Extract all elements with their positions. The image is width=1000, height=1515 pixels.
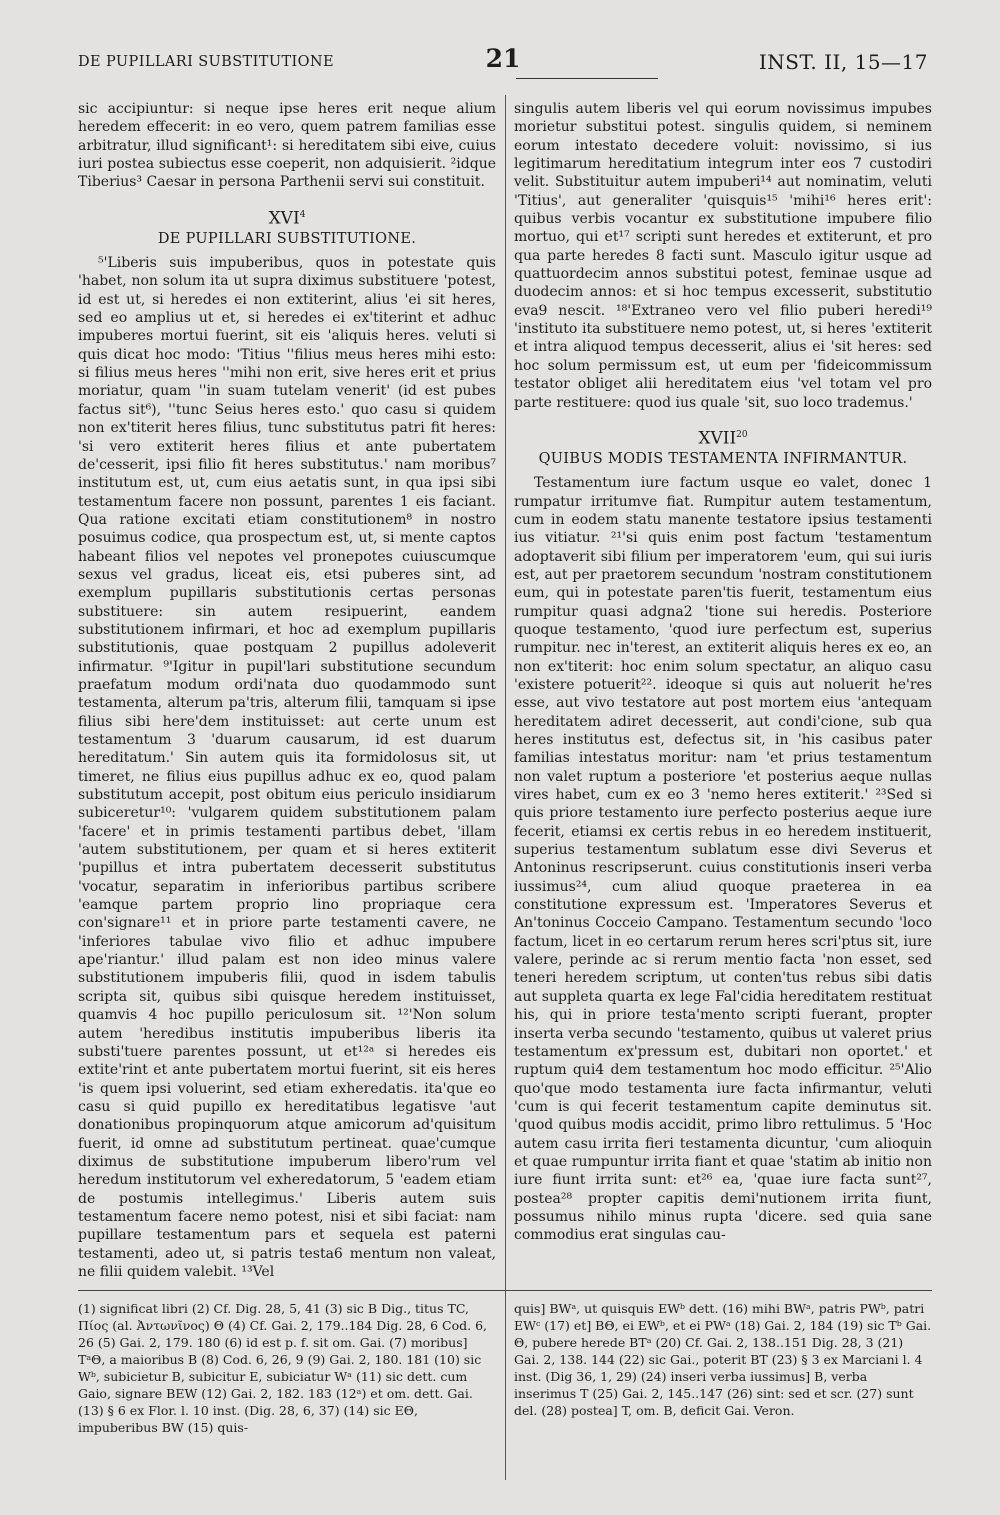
section-title-xvii: QUIBUS MODIS TESTAMENTA INFIRMANTUR.: [538, 450, 908, 467]
right-paragraph-1: singulis autem liberis vel qui eorum novissimus impubes morietur substitui potest. singulis quidem, si neminem eorum intestato decedere voluit: novissimo, si ius legitimarum hereditatium integrum inter eos 7 custodiri velit. Substituitur autem impuberi¹⁴ aut nominatim, veluti 'Titius', aut generaliter 'quisquis¹⁵ 'mihi¹⁶ heres erit': quibus verbis vocantur ex substitutione impubere filio mortuo, qui et¹⁷ scripti sunt heredes et extiterunt, et pro qua parte heredes 8 facti sunt. Masculo igitur usque ad quattuordecim annos substitui potest, feminae usque ad duodecim annos: et si hoc tempus excesserit, substitutio eva9 nescit. ¹⁸'Extraneo vero vel filio puberi heredi¹⁹ 'instituto ita substituere nemo potest, ut, si heres 'extiterit et intra aliquod tempus decesserit, alius ei 'sit heres: sed hoc solum permissum est, ut eum per 'fideicommissum testator obliget alii hereditatem eius 'vel totam vel pro parte restituere: quod ius quale 'sit, suo loco trademus.': [514, 101, 932, 411]
left-column: [78, 100, 496, 1281]
footnote-separator: [78, 1290, 932, 1291]
footnotes-left: [78, 1300, 496, 1436]
section-number-xvii: XVII$^{20}$: [698, 428, 748, 449]
left-paragraph-2: ⁵'Liberis suis impuberibus, quos in potestate quis 'habet, non solum ita ut supra diximus substituere 'potest, id est ut, si heredes ei non extiterint, alius 'ei sit heres, sed eo amplius ut et, si heredes ei ex'titerint et adhuc impuberes mortui fuerint, sit eis 'aliquis heres. veluti si quis dicat hoc modo: 'Titius ''filius meus heres mihi esto: si filius meus heres ''mihi non erit, sive heres erit et prius moriatur, quam ''in suam tutelam venerit' (id est pubes factus sit⁶), ''tunc Seius heres esto.' quo casu si quidem non ex'titerit heres filius, tunc substitutus patri fit heres: 'si vero extiterit heres filius et ante pubertatem de'cesserit, ipsi filio fit heres substitutus.' nam moribus⁷ institutum est, ut, cum eius aetatis sunt, in qua ipsi sibi testamentum facere non possunt, parentes 1 eis faciant. Qua ratione excitati etiam constitutionem⁸ in nostro posuimus codice, qua prospectum est, ut, si mente captos habeant filios vel nepotes vel pronepotes cuiuscumque sexus vel gradus, liceat eis, etsi puberes sint, ad exemplum pupillaris substitutionis certas personas substituere: sin autem resipuerint, eandem substitutionem infirmari, et hoc ad exemplum pupillaris substitutionis, quae postquam 2 pupillus adoleverit infirmatur. ⁹'Igitur in pupil'lari substitutione secundum praefatum modum ordi'nata duo quodammodo sunt testamenta, alterum pa'tris, alterum filii, tamquam si ipse filius sibi here'dem instituisset: aut certe unum est testamentum 3 'duarum causarum, id est duarum hereditatum.' Sin autem quis ita formidolosus sit, ut timeret, ne filius eius pupillus adhuc ex eo, quod palam substitutum accepit, post obitum eius periculo insidiarum subiceretur¹⁰: 'vulgarem quidem substitutionem palam 'facere' et in primis testamenti partibus debet, 'illam 'autem substitutionem, per quam et si heres extiterit 'pupillus et intra pubertatem decesserit substitutus 'vocatur, separatim in inferioribus partibus scribere 'eamque partem proprio lino propriaque cera con'signare¹¹ et in priore parte testamenti cavere, ne 'inferiores tabulae vivo filio et adhuc impubere ape'riantur.' illud palam est non ideo minus valere substitutionem impuberis filii, quod in isdem tabulis scripta sit, quibus sibi quisque heredem instituisset, quamvis 4 hoc pupillo periculosum sit. ¹²'Non solum autem 'heredibus institutis impuberibus liberis ita substi'tuere parentes possunt, ut et¹²ᵃ si heredes eis extite'rint et ante pubertatem mortui fuerint, sit eis heres 'is quem ipsi voluerint, sed etiam exheredatis. ita'que eo casu si quid pupillo ex hereditatibus legatisve 'aut donationibus propinquorum atque amicorum ad'quisitum fuerit, id omne ad substitutum pertineat. quae'cumque diximus de substitutione impuberum libero'rum vel heredum institutorum vel exheredatorum, 5 'eadem etiam de postumis intellegimus.' Liberis autem suis testamentum facere nemo potest, nisi et sibi faciat: nam pupillare testamentum pars et sequela est paterni testamenti, adeo ut, si patris testa6 mentum non valeat, ne filii quidem valebit. ¹³Vel: [78, 255, 496, 1280]
right-paragraph-2: Testamentum iure factum usque eo valet, donec 1 rumpatur irritumve fiat. Rumpitur autem testamentum, cum in eodem statu manente testatore ipsius testamenti ius vitiatur. ²¹'si quis enim post factum 'testamentum adoptaverit sibi filium per imperatorem 'eum, qui sui iuris est, aut per praetorem secundum 'nostram constitutionem eum, qui in potestate paren'tis fuerit, testamentum eius rumpitur quasi adgna2 'tione sui heredis. Posteriore quoque testamento, 'quod iure perfectum est, superius rumpitur. nec in'terest, an extiterit aliquis heres ex eo, an non ex'titerit: hoc enim solum spectatur, an aliquo casu 'existere potuerit²². ideoque si quis aut noluerit he'res esse, aut vivo testatore aut post mortem eius 'antequam hereditatem adiret decesserit, aut condi'cione, sub qua heres institutus est, defectus sit, in 'his casibus pater familias intestatus moritur: nam 'et prius testamentum non valet ruptum a posteriore 'et posterius aeque nullas vires habet, cum ex eo 3 'nemo heres extiterit.' ²³Sed si quis priore testamento iure perfecto posterius aeque iure fecerit, etiamsi ex certis rebus in eo heredem instituerit, superius testamentum sublatum esse divi Severus et Antoninus rescripserunt. cuius constitutionis inseri verba iussimus²⁴, cum aliud quoque praeterea in ea constitutione expressum est. 'Imperatores Severus et An'toninus Cocceio Campano. Testamentum secundo 'loco factum, licet in eo certarum rerum heres scri'ptus sit, iure valere, perinde ac si rerum mentio facta 'non esset, sed teneri heredem scriptum, ut conten'tus rebus sibi datis aut suppleta quarta ex lege Fal'cidia hereditatem restituat his, qui in priore testa'mento scripti fuerant, propter inserta verba secundo 'testamento, quibus ut valeret prius testamentum ex'pressum est, dubitari non oportet.' et ruptum qui4 dem testamentum hoc modo efficitur. ²⁵'Alio quo'que modo testamenta iure facta infirmantur, veluti 'cum is qui fecerit testamentum capite deminutus sit. 'quod quibus modis accidit, primo libro rettulimus. 5 'Hoc autem casu irrita fieri testamenta dicuntur, 'cum alioquin et quae rumpuntur irrita fiant et quae 'statim ab initio non iure fiunt irrita sunt: et²⁶ ea, 'quae iure facta sunt²⁷, postea²⁸ propter capitis demi'nutionem irrita fiunt, possumus nihilo minus rupta 'dicere. sed quia sane commodius erat singulas cau-: [514, 475, 932, 1244]
footnotes-left-text: (1) significat libri (2) Cf. Dig. 28, 5, 41 (3) sic B Dig., titus TC, Πίος (al. Ἀντωνῖνος) Θ (4) Cf. Gai. 2, 179..184 Dig. 28, 6 Cod. 6, 26 (5) Gai. 2, 179. 180 (6) id est p. f. sit om. Gai. (7) moribus] TᵃΘ, a maioribus B (8) Cod. 6, 26, 9 (9) Gai. 2, 180. 181 (10) sic Wᵇ, subicietur B, subicitur E, subiciatur Wᵃ (11) sic dett. cum Gaio, signare BEW (12) Gai. 2, 182. 183 (12ᵃ) et om. dett. Gai. (13) § 6 ex Flor. l. 10 inst. (Dig. 28, 6, 37) (14) sic EΘ, impuberibus BW (15) quis-: [78, 1301, 488, 1435]
footnotes-right: [514, 1300, 932, 1419]
running-head-title: DE PUPILLARI SUBSTITUTIONE: [78, 54, 335, 70]
section-title-xvi: DE PUPILLARI SUBSTITUTIONE.: [157, 230, 417, 247]
page-number-rule: [516, 78, 658, 79]
section-number-xvi: XVI$^4$: [268, 208, 306, 229]
footnotes-right-text: quis] BWᵃ, ut quisquis EWᵇ dett. (16) mihi BWᵃ, patris PWᵇ, patri EWᶜ (17) et] BΘ, ei EWᵇ, et ei PWᵃ (18) Gai. 2, 184 (19) sic Tᵇ Gai. Θ, pubere herede BTᵃ (20) Cf. Gai. 2, 138..151 Dig. 28, 3 (21) Gai. 2, 138. 144 (22) sic Gai., poterit BT (23) § 3 ex Marciani l. 4 inst. (Dig 36, 1, 29) (24) inseri verba iussimus] B, verba inserimus T (25) Gai. 2, 145..147 (26) sint: sed et scr. (27) sunt del. (28) postea] T, om. B, deficit Gai. Veron.: [514, 1301, 932, 1418]
page-number: 21: [485, 44, 521, 73]
column-divider: [505, 95, 506, 1480]
right-column: [514, 100, 932, 1245]
running-head-section: INST. II, 15—17: [758, 50, 928, 74]
left-paragraph-1: sic accipiuntur: si neque ipse heres erit neque alium heredem effecerit: in eo vero, quem patrem familias esse arbitratur, illud significant¹: si hereditatem sibi eive, cuius iuri postea subiectus esse coeperit, non adquisierit. ²idque Tiberius³ Caesar in persona Parthenii servi sui constituit.: [78, 101, 496, 191]
running-head: [78, 44, 928, 84]
